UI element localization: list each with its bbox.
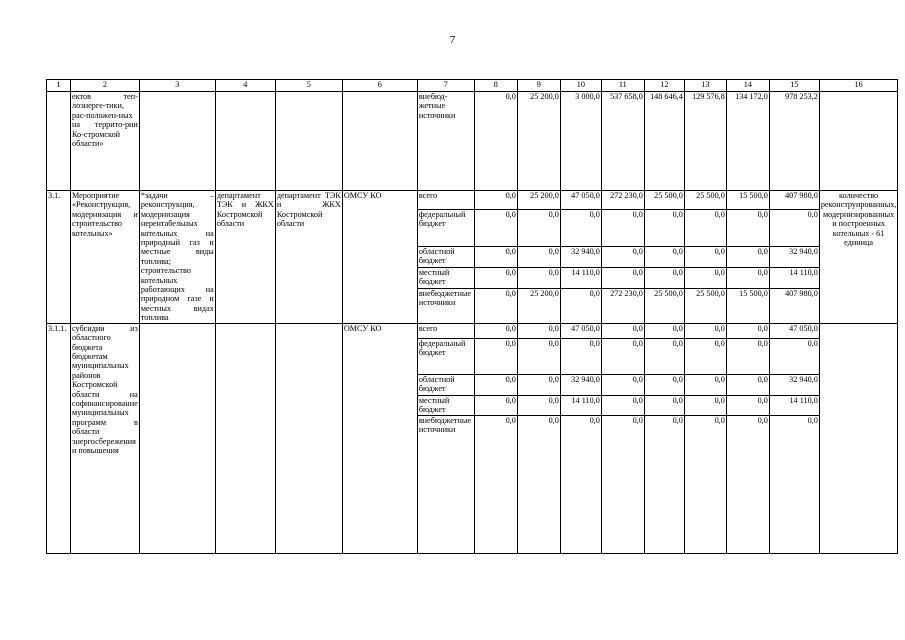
value-cell: 0,0 bbox=[684, 267, 726, 288]
value-cell: 15 500,0 bbox=[726, 191, 769, 210]
value-cell: 32 940,0 bbox=[769, 374, 819, 395]
value-cell: 0,0 bbox=[560, 338, 601, 374]
column-header: 10 bbox=[560, 80, 601, 92]
value-cell: 0,0 bbox=[644, 267, 684, 288]
value-cell: 0,0 bbox=[601, 209, 644, 246]
row-number bbox=[47, 92, 71, 191]
value-cell: 0,0 bbox=[684, 323, 726, 338]
value-cell: 32 940,0 bbox=[769, 246, 819, 267]
value-cell: 0,0 bbox=[726, 323, 769, 338]
value-cell: 0,0 bbox=[517, 415, 560, 553]
header-row bbox=[47, 80, 898, 92]
partner: ОМСУ КО bbox=[342, 323, 417, 553]
value-cell: 129 576,8 bbox=[684, 92, 726, 191]
value-cell: 0,0 bbox=[726, 267, 769, 288]
value-cell: 0,0 bbox=[644, 374, 684, 395]
executor bbox=[215, 92, 275, 191]
value-cell: 0,0 bbox=[726, 338, 769, 374]
table-row bbox=[47, 323, 898, 338]
value-cell: 0,0 bbox=[769, 209, 819, 246]
value-cell: 25 200,0 bbox=[517, 288, 560, 323]
funding-source: федеральный бюджет bbox=[417, 209, 474, 246]
column-header: 14 bbox=[726, 80, 769, 92]
executor bbox=[215, 323, 275, 553]
value-cell: 0,0 bbox=[726, 209, 769, 246]
value-cell: 0,0 bbox=[517, 323, 560, 338]
partner bbox=[342, 92, 417, 191]
value-cell: 0,0 bbox=[684, 415, 726, 553]
value-cell: 148 646,4 bbox=[644, 92, 684, 191]
value-cell: 0,0 bbox=[517, 209, 560, 246]
value-cell: 0,0 bbox=[644, 209, 684, 246]
value-cell: 0,0 bbox=[601, 395, 644, 415]
co-executor: департамент ТЭК и ЖКХ Костромской области bbox=[275, 191, 342, 324]
value-cell: 0,0 bbox=[474, 415, 517, 553]
value-cell: 0,0 bbox=[644, 246, 684, 267]
value-cell: 0,0 bbox=[601, 267, 644, 288]
funding-source: областной бюджет bbox=[417, 374, 474, 395]
funding-source: местный бюджет bbox=[417, 267, 474, 288]
indicator: количество реконструированных, модернизированных и построенных котельных - 61 единица bbox=[819, 191, 898, 324]
value-cell: 0,0 bbox=[644, 338, 684, 374]
table-row bbox=[47, 191, 898, 210]
value-cell: 134 172,0 bbox=[726, 92, 769, 191]
funding-source: областной бюджет bbox=[417, 246, 474, 267]
task-description bbox=[139, 92, 215, 191]
value-cell: 0,0 bbox=[517, 267, 560, 288]
funding-source: федеральный бюджет bbox=[417, 338, 474, 374]
value-cell: 0,0 bbox=[684, 246, 726, 267]
value-cell: 0,0 bbox=[726, 246, 769, 267]
value-cell: 0,0 bbox=[517, 374, 560, 395]
value-cell: 0,0 bbox=[474, 246, 517, 267]
value-cell: 407 980,0 bbox=[769, 288, 819, 323]
page-number: 7 bbox=[449, 34, 456, 46]
value-cell: 0,0 bbox=[517, 395, 560, 415]
value-cell: 0,0 bbox=[560, 415, 601, 553]
column-header: 2 bbox=[71, 80, 140, 92]
value-cell: 0,0 bbox=[684, 395, 726, 415]
value-cell: 0,0 bbox=[560, 288, 601, 323]
column-header: 7 bbox=[417, 80, 474, 92]
value-cell: 14 110,0 bbox=[560, 267, 601, 288]
value-cell: 25 500,0 bbox=[684, 191, 726, 210]
funding-source: внебюджетные источники bbox=[417, 415, 474, 553]
value-cell: 15 500,0 bbox=[726, 288, 769, 323]
value-cell: 272 230,0 bbox=[601, 191, 644, 210]
value-cell: 0,0 bbox=[684, 374, 726, 395]
value-cell: 14 110,0 bbox=[560, 395, 601, 415]
value-cell: 0,0 bbox=[601, 415, 644, 553]
value-cell: 0,0 bbox=[601, 323, 644, 338]
value-cell: 0,0 bbox=[684, 209, 726, 246]
value-cell: 0,0 bbox=[517, 338, 560, 374]
value-cell: 32 940,0 bbox=[560, 374, 601, 395]
value-cell: 25 200,0 bbox=[517, 191, 560, 210]
measure-name: субсидии из областного бюджета бюджетам муниципальных районов Костромской области на софинансирование муниципальных программ в области энергосбережения и повышения bbox=[71, 323, 140, 553]
executor: департамент ТЭК и ЖКХ Костромской области bbox=[215, 191, 275, 324]
column-header: 8 bbox=[474, 80, 517, 92]
column-header: 9 bbox=[517, 80, 560, 92]
column-header: 15 bbox=[769, 80, 819, 92]
value-cell: 14 110,0 bbox=[769, 395, 819, 415]
value-cell: 0,0 bbox=[474, 323, 517, 338]
measure-name: Мероприятие «Реконструкция, модернизация и строительство котельных» bbox=[71, 191, 140, 324]
value-cell: 0,0 bbox=[474, 92, 517, 191]
row-number: 3.1.1. bbox=[47, 323, 71, 553]
value-cell: 0,0 bbox=[644, 415, 684, 553]
value-cell: 32 940,0 bbox=[560, 246, 601, 267]
value-cell: 0,0 bbox=[601, 246, 644, 267]
value-cell: 25 200,0 bbox=[517, 92, 560, 191]
funding-source: всего bbox=[417, 191, 474, 210]
value-cell: 537 658,0 bbox=[601, 92, 644, 191]
value-cell: 0,0 bbox=[474, 209, 517, 246]
value-cell: 0,0 bbox=[644, 395, 684, 415]
value-cell: 0,0 bbox=[769, 415, 819, 553]
value-cell: 0,0 bbox=[517, 246, 560, 267]
column-header: 12 bbox=[644, 80, 684, 92]
measure-name: ектов теп-лоэнерге-тики, рас-положен-ных на террито-рии Ко-стромской области» bbox=[71, 92, 140, 191]
value-cell: 25 500,0 bbox=[644, 191, 684, 210]
value-cell: 14 110,0 bbox=[769, 267, 819, 288]
value-cell: 25 500,0 bbox=[684, 288, 726, 323]
value-cell: 407 980,0 bbox=[769, 191, 819, 210]
value-cell: 0,0 bbox=[474, 338, 517, 374]
value-cell: 0,0 bbox=[644, 323, 684, 338]
task-description: *задачи – реконструкция, модернизация нерентабельных котельных на природный газ и местные виды топлива; строительство котельных работающих на природном газе и местных видах топлива bbox=[140, 191, 214, 323]
column-header: 4 bbox=[215, 80, 275, 92]
table-row bbox=[47, 92, 898, 191]
indicator bbox=[819, 92, 898, 191]
funding-source: внебюд-жетные источники bbox=[417, 92, 474, 191]
indicator bbox=[819, 323, 898, 553]
value-cell: 0,0 bbox=[474, 191, 517, 210]
column-header: 1 bbox=[47, 80, 71, 92]
funding-source: внебюджетные источники bbox=[417, 288, 474, 323]
row-number: 3.1. bbox=[47, 191, 71, 324]
value-cell: 978 253,2 bbox=[769, 92, 819, 191]
value-cell: 0,0 bbox=[726, 374, 769, 395]
column-header: 11 bbox=[601, 80, 644, 92]
column-header: 3 bbox=[139, 80, 215, 92]
value-cell: 0,0 bbox=[474, 288, 517, 323]
value-cell: 25 500,0 bbox=[644, 288, 684, 323]
co-executor bbox=[275, 323, 342, 553]
value-cell: 47 050,0 bbox=[769, 323, 819, 338]
value-cell: 0,0 bbox=[726, 395, 769, 415]
partner: ОМСУ КО bbox=[342, 191, 417, 324]
value-cell: 3 000,0 bbox=[560, 92, 601, 191]
value-cell: 0,0 bbox=[601, 374, 644, 395]
value-cell: 0,0 bbox=[769, 338, 819, 374]
funding-source: местный бюджет bbox=[417, 395, 474, 415]
value-cell: 0,0 bbox=[560, 209, 601, 246]
value-cell: 0,0 bbox=[684, 338, 726, 374]
value-cell: 0,0 bbox=[601, 338, 644, 374]
column-header: 13 bbox=[684, 80, 726, 92]
funding-source: всего bbox=[417, 323, 474, 338]
value-cell: 0,0 bbox=[474, 395, 517, 415]
column-header: 6 bbox=[342, 80, 417, 92]
value-cell: 0,0 bbox=[474, 374, 517, 395]
column-header: 5 bbox=[275, 80, 342, 92]
co-executor bbox=[275, 92, 342, 191]
value-cell: 0,0 bbox=[726, 415, 769, 553]
value-cell: 47 050,0 bbox=[560, 323, 601, 338]
budget-table bbox=[46, 79, 898, 554]
value-cell: 47 050,0 bbox=[560, 191, 601, 210]
value-cell: 272 230,0 bbox=[601, 288, 644, 323]
value-cell: 0,0 bbox=[474, 267, 517, 288]
task-description bbox=[139, 323, 215, 553]
column-header: 16 bbox=[819, 80, 898, 92]
